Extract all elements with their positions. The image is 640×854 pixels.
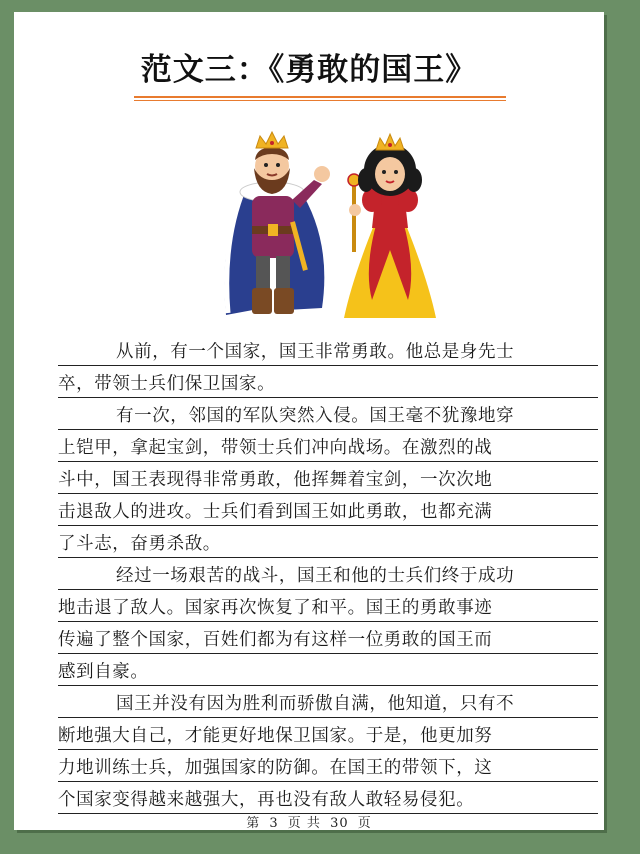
- essay-line: 有一次，邻国的军队突然入侵。国王毫不犹豫地穿: [58, 398, 598, 430]
- page-title: 范文三：《勇敢的国王》: [140, 52, 478, 88]
- essay-line: 斗中，国王表现得非常勇敢，他挥舞着宝剑，一次次地: [58, 462, 598, 494]
- page-suffix: 页: [357, 816, 372, 831]
- essay-line: 上铠甲，拿起宝剑，带领士兵们冲向战场。在激烈的战: [58, 430, 598, 462]
- essay-line: 个国家变得越来越强大，再也没有敌人敢轻易侵犯。: [58, 782, 598, 814]
- queen-cartoon-icon: [344, 134, 436, 318]
- essay-line: 断地强大自己，才能更好地保卫国家。于是，他更加努: [58, 718, 598, 750]
- essay-line: 感到自豪。: [58, 654, 598, 686]
- essay-body: [58, 334, 598, 814]
- current-page: 3: [269, 816, 279, 831]
- essay-line: 经过一场艰苦的战斗，国王和他的士兵们终于成功: [58, 558, 598, 590]
- essay-line: 传遍了整个国家，百姓们都为有这样一位勇敢的国王而: [58, 622, 598, 654]
- title-underline-secondary: [134, 100, 506, 101]
- page-number: [14, 812, 604, 831]
- paper-page: [14, 12, 604, 830]
- essay-line: 国王并没有因为胜利而骄傲自满，他知道，只有不: [58, 686, 598, 718]
- essay-line: 击退敌人的进攻。士兵们看到国王如此勇敢，也都充满: [58, 494, 598, 526]
- total-pages: 30: [330, 816, 349, 831]
- page-middle: 页 共: [287, 816, 321, 831]
- essay-line: 了斗志，奋勇杀敌。: [58, 526, 598, 558]
- essay-line: 卒，带领士兵们保卫国家。: [58, 366, 598, 398]
- essay-line: 从前，有一个国家，国王非常勇敢。他总是身先士: [58, 334, 598, 366]
- essay-line: 力地训练士兵，加强国家的防御。在国王的带领下，这: [58, 750, 598, 782]
- title-underline: [134, 96, 506, 98]
- king-cartoon-icon: [224, 132, 330, 315]
- essay-line: 地击退了敌人。国家再次恢复了和平。国王的勇敢事迹: [58, 590, 598, 622]
- page-prefix: 第: [246, 816, 261, 831]
- king-queen-illustration: [204, 130, 464, 325]
